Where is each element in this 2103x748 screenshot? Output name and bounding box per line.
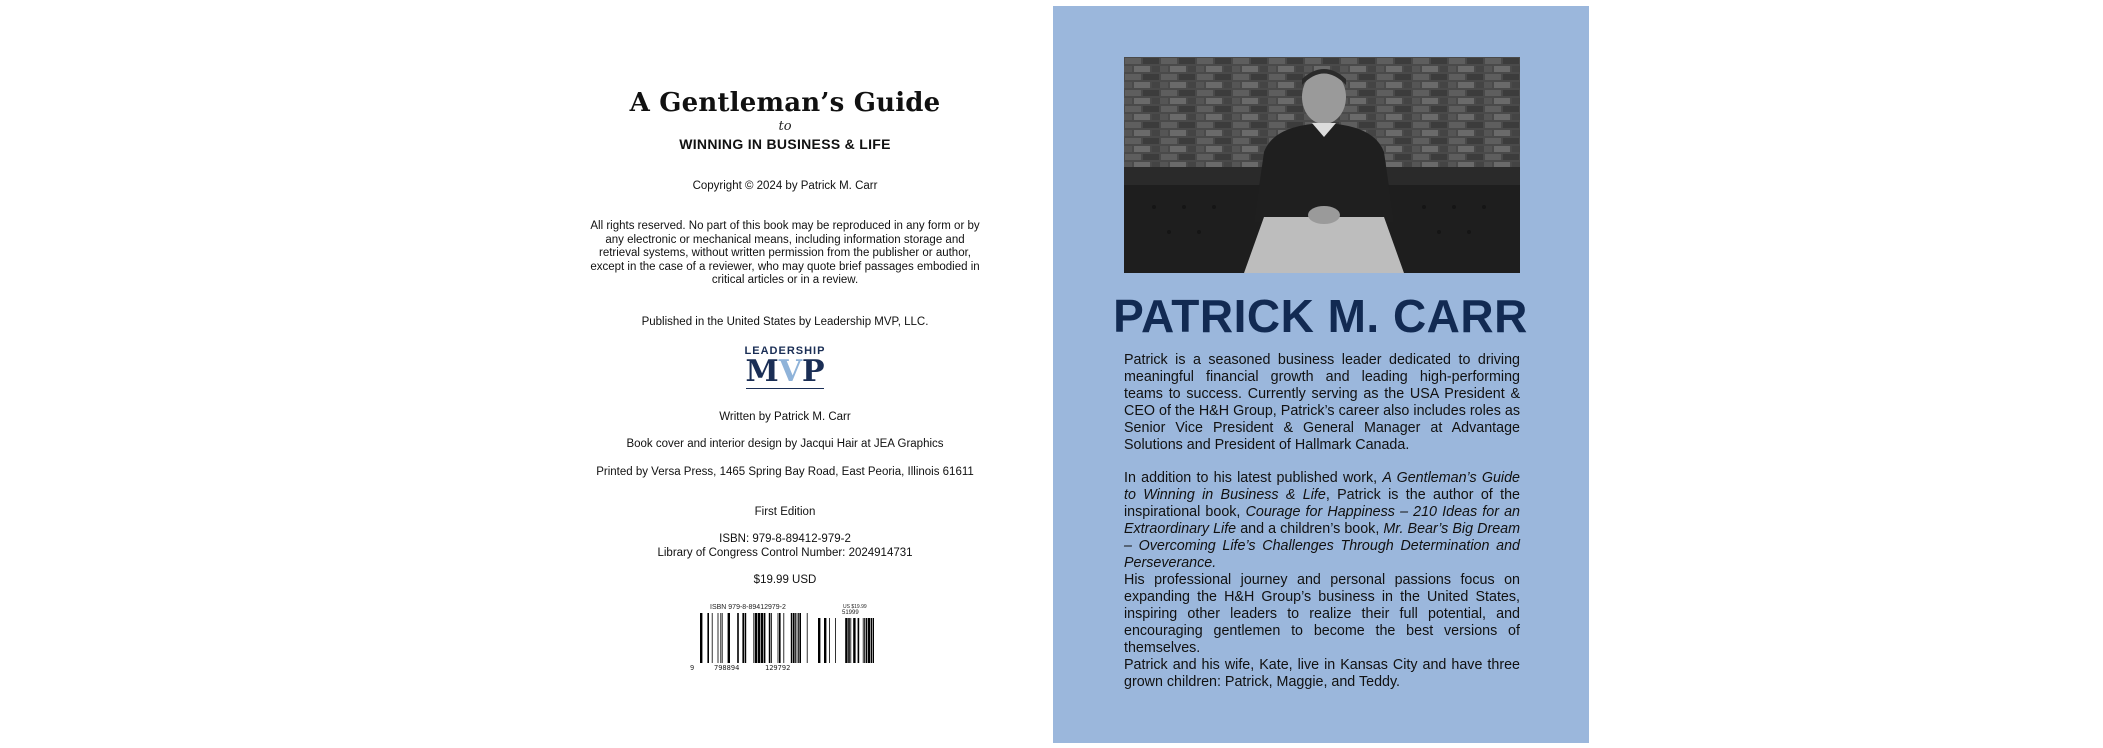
published-line: Published in the United States by Leadership MVP, LLC. xyxy=(641,316,929,328)
book-subtitle: WINNING IN BUSINESS & LIFE xyxy=(679,136,891,152)
book-title: A Gentleman’s Guide xyxy=(629,88,941,118)
author-name: PATRICK M. CARR xyxy=(1113,290,1528,342)
bio2-text-e: and a children’s book, xyxy=(1236,521,1384,537)
copyright-line: Copyright © 2024 by Patrick M. Carr xyxy=(692,180,878,192)
barcode-main-bars xyxy=(700,613,812,663)
bio2-book-title-1: A Gentleman’s Guide to Winning in Business & Life xyxy=(1124,470,1520,503)
barcode-digit-1: 9 xyxy=(690,664,695,672)
logo-mvp-text xyxy=(735,354,835,389)
bio2-book-title-2: Courage for Happiness – 210 Ideas for an Extraordinary Life xyxy=(1124,504,1520,537)
written-by-line: Written by Patrick M. Carr xyxy=(719,411,851,423)
edition-line: First Edition xyxy=(754,506,816,518)
leadership-mvp-logo xyxy=(735,345,835,395)
bio-paragraph-1: Patrick is a seasoned business leader dedicated to driving meaningful financial growth and leading high-performing teams to success. Currently serving as the USA President & CEO of the H&H Group, Patrick’s career also includes roles as Senior Vice President & General Manager at Advantage Solutions and President of Hallmark Canada. xyxy=(1124,352,1520,453)
printed-by-line: Printed by Versa Press, 1465 Spring Bay Road, East Peoria, Illinois 61611 xyxy=(596,466,974,478)
bio-paragraph-4: Patrick and his wife, Kate, live in Kansas City and have three grown children: Patrick, Maggie, and Teddy. xyxy=(1124,657,1520,690)
back-cover xyxy=(1053,6,1589,743)
bio-paragraph-2 xyxy=(1124,470,1520,572)
design-credit-line: Book cover and interior design by Jacqui Hair at JEA Graphics xyxy=(626,438,944,450)
logo-m: M xyxy=(745,354,779,389)
book-title-to: to xyxy=(778,119,792,134)
lccn-line: Library of Congress Control Number: 2024914731 xyxy=(657,547,913,559)
logo-v: V xyxy=(778,354,802,389)
bio2-text-c: , Patrick is the author of the inspirational book, xyxy=(1124,487,1520,520)
copyright-page xyxy=(580,0,990,748)
barcode-digit-3: 129792 xyxy=(765,664,791,672)
barcode-isbn-label: ISBN 979-8-89412979-2 xyxy=(710,604,786,611)
rights-statement: All rights reserved. No part of this book may be reproduced in any form or by any electronic or mechanical means, including information storage and retrieval systems, without written permission from the publisher or author, except in the case of a reviewer, who may quote brief passages embodied in critical articles or in a review. xyxy=(590,220,980,286)
logo-top-text: LEADERSHIP xyxy=(744,345,826,357)
author-photo xyxy=(1124,57,1520,273)
logo-p: P xyxy=(801,354,825,389)
bio-paragraph-3: His professional journey and personal passions focus on expanding the H&H Group’s business in the United States, inspiring other leaders to realize their full potential, and encouraging gentlemen to become the best versions of themselves. xyxy=(1124,572,1520,656)
barcode-price-code: 51999 xyxy=(842,610,859,616)
barcode-price-top: US $19.99 xyxy=(843,604,867,610)
isbn-barcode xyxy=(690,604,880,674)
isbn-line: ISBN: 979-8-89412-979-2 xyxy=(719,533,851,545)
bio2-text-a: In addition to his latest published work, xyxy=(1124,470,1383,486)
barcode-addon-bars xyxy=(818,618,874,663)
bio2-book-title-3: Mr. Bear’s Big Dream – Overcoming Life’s Challenges Through Determination and Perseverance. xyxy=(1124,521,1521,571)
author-photo-illustration xyxy=(1124,57,1520,273)
barcode-digit-2: 798894 xyxy=(714,664,740,672)
price-line: $19.99 USD xyxy=(753,574,817,586)
